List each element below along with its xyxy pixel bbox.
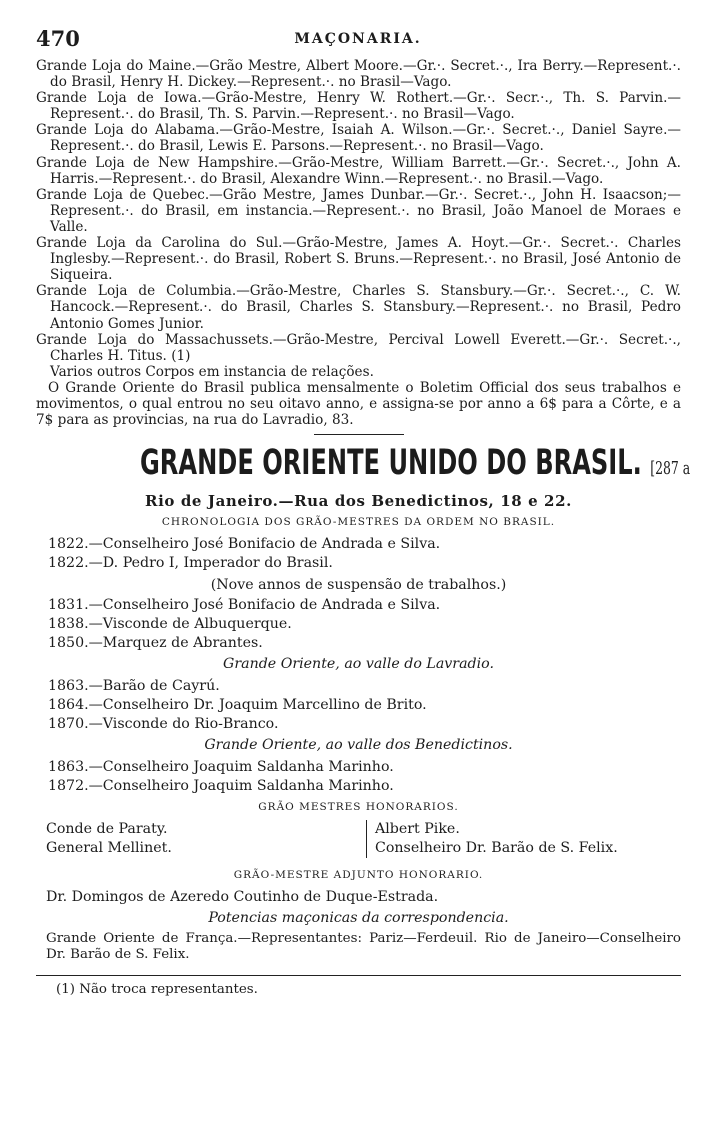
- lodge-entry: Grande Loja do Alabama.—Grão-Mestre, Isaiah A. Wilson.—Gr.·. Secret.·., Daniel Sayre.—Represent.·. do Brasil, Lewis E. Parsons.—Represent.·. no Brasil—Vago.: [36, 122, 681, 155]
- footnote-rule: [36, 975, 681, 976]
- lodge-entry: Grande Loja de Iowa.—Grão-Mestre, Henry W. Rothert.—Gr.·. Secr.·., Th. S. Parvin.—Represent.·. do Brasil, Th. S. Parvin.—Represent.·. no Brasil—Vago.: [36, 90, 681, 123]
- correspondence-heading: Potencias maçonicas da correspondencia.: [208, 910, 509, 927]
- chronology-entry: 1864.—Conselheiro Dr. Joaquim Marcellino de Brito.: [48, 697, 427, 714]
- lodge-entry: Grande Loja do Massachussets.—Grão-Mestre, Percival Lowell Everett.—Gr.·. Secret.·., Charles H. Titus. (1): [36, 331, 681, 364]
- adjunct-heading: GRÃO-MESTRE ADJUNTO HONORARIO.: [233, 869, 484, 882]
- honorary-columns: [36, 820, 681, 858]
- various-note: Varios outros Corpos em instancia de relações.: [50, 363, 374, 380]
- section-title-ref: [287 a: [650, 458, 691, 480]
- chronology-entry: 1870.—Visconde do Rio-Branco.: [48, 716, 279, 733]
- honorary-name: Conselheiro Dr. Barão de S. Felix.: [375, 840, 618, 857]
- running-title: MAÇONARIA.: [294, 31, 422, 47]
- honorary-name: General Mellinet.: [46, 840, 172, 857]
- lodge-entry: Grande Loja da Carolina do Sul.—Grão-Mestre, James A. Hoyt.—Gr.·. Secret.·. Charles Inglesby.—Represent.·. do Brasil, Robert S. Bruns.—Represent.·. no Brasil, José Antonio de Siqueira.: [36, 235, 681, 284]
- chronology-heading: CHRONOLOGIA DOS GRÃO-MESTRES DA ORDEM NO BRASIL.: [161, 516, 556, 529]
- chronology-entry: 1872.—Conselheiro Joaquim Saldanha Marinho.: [48, 778, 394, 795]
- section-title-text: GRANDE ORIENTE UNIDO DO BRASIL.: [139, 443, 642, 484]
- lodge-entry: Grande Loja de Columbia.—Grão-Mestre, Charles S. Stansbury.—Gr.·. Secret.·., C. W. Hancock.—Represent.·. do Brasil, Charles S. Stansbury.—Represent.·. no Brasil, Pedro Antonio Gomes Junior.: [36, 283, 681, 332]
- lavradio-heading: Grande Oriente, ao valle do Lavradio.: [223, 656, 494, 673]
- section-divider: [314, 434, 404, 435]
- chronology-entry: 1838.—Visconde de Albuquerque.: [48, 616, 292, 633]
- lodge-entry: Grande Loja do Maine.—Grão Mestre, Albert Moore.—Gr.·. Secret.·., Ira Berry.—Represent.·. do Brasil, Henry H. Dickey.—Represent.·. no Brasil—Vago.: [36, 58, 681, 91]
- section-title: [139, 443, 691, 489]
- correspondence-text: Grande Oriente de França.—Representantes: Pariz—Ferdeuil. Rio de Janeiro—Conselheiro Dr. Barão de S. Felix.: [46, 931, 681, 963]
- chronology-entry: 1863.—Barão de Cayrú.: [48, 678, 220, 695]
- benedictinos-heading: Grande Oriente, ao valle dos Benedictinos.: [204, 737, 513, 754]
- chronology-entry: 1850.—Marquez de Abrantes.: [48, 635, 263, 652]
- chronology-entry: 1863.—Conselheiro Joaquim Saldanha Marinho.: [48, 759, 394, 776]
- chronology-entry: 1822.—Conselheiro José Bonifacio de Andrada e Silva.: [48, 536, 441, 553]
- honorary-heading: GRÃO MESTRES HONORARIOS.: [258, 801, 459, 814]
- honorary-right-column: [366, 820, 618, 858]
- chronology-list: [36, 535, 681, 796]
- adjunct-name: Dr. Domingos de Azeredo Coutinho de Duque-Estrada.: [46, 889, 439, 906]
- honorary-name: Conde de Paraty.: [46, 821, 168, 838]
- lodge-entry: Grande Loja de New Hampshire.—Grão-Mestre, William Barrett.—Gr.·. Secret.·., John A. Harris.—Represent.·. do Brasil, Alexandre Winn.—Represent.·. no Brasil.—Vago.: [36, 154, 681, 187]
- chronology-entry: 1831.—Conselheiro José Bonifacio de Andrada e Silva.: [48, 597, 441, 614]
- bulletin-paragraph: O Grande Oriente do Brasil publica mensalmente o Boletim Official dos seus trabalhos e movimentos, o qual entrou no seu oitavo anno, e assigna-se por anno a 6$ para a Côrte, e a 7$ para as provincias, na rua do Lavradio, 83.: [36, 379, 681, 429]
- footnote: (1) Não troca representantes.: [56, 982, 258, 998]
- page-number: 470: [36, 26, 80, 51]
- section-address: Rio de Janeiro.—Rua dos Benedictinos, 18 e 22.: [145, 492, 572, 511]
- page-header: [36, 26, 680, 54]
- honorary-left-column: [46, 820, 366, 858]
- suspension-note: (Nove annos de suspensão de trabalhos.): [210, 577, 507, 594]
- lodge-entry: Grande Loja de Quebec.—Grão Mestre, James Dunbar.—Gr.·. Secret.·., John H. Isaacson;—Represent.·. do Brasil, em instancia.—Represent.·. no Brasil, João Manoel de Moraes e Valle.: [36, 186, 681, 235]
- page-body: [36, 58, 691, 998]
- chronology-entry: 1822.—D. Pedro I, Imperador do Brasil.: [48, 555, 333, 572]
- honorary-name: Albert Pike.: [375, 821, 460, 838]
- lodge-list: [36, 58, 681, 364]
